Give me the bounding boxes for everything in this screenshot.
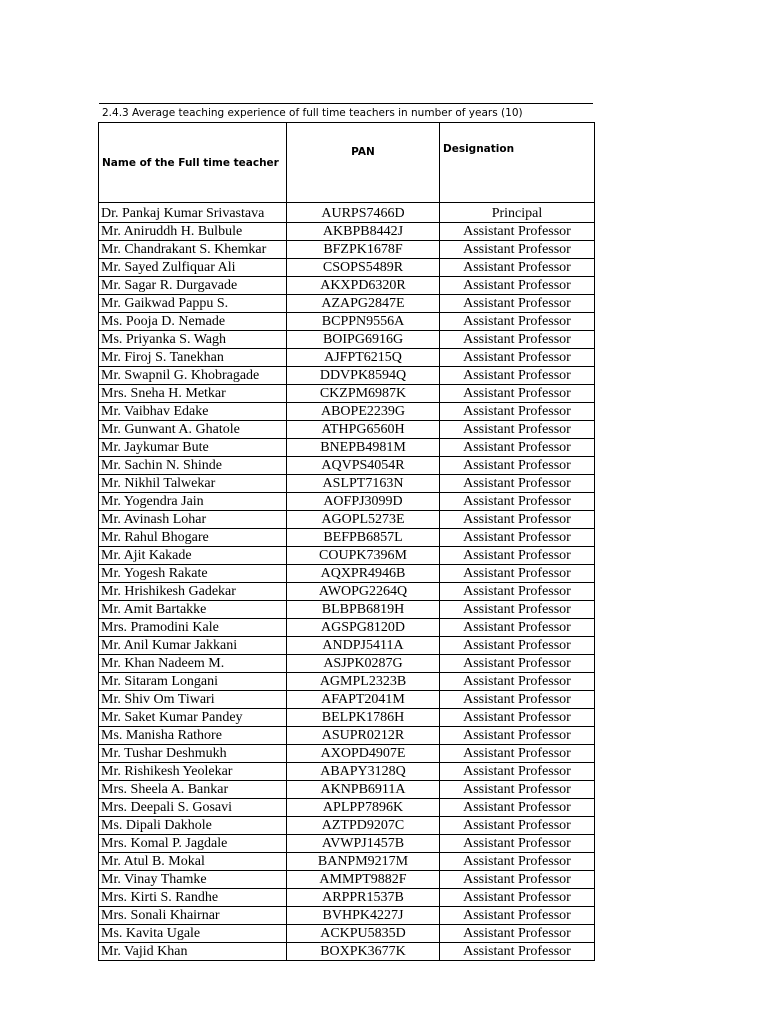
pan-cell: CSOPS5489R [287, 259, 440, 277]
teacher-name-cell: Mr. Amit Bartakke [99, 601, 287, 619]
teacher-name-cell: Mrs. Deepali S. Gosavi [99, 799, 287, 817]
table-row [99, 709, 595, 727]
teacher-name-cell: Mrs. Pramodini Kale [99, 619, 287, 637]
designation-cell: Assistant Professor [440, 529, 595, 547]
table-row [99, 547, 595, 565]
teacher-name-cell: Mr. Chandrakant S. Khemkar [99, 241, 287, 259]
pan-cell: AGMPL2323B [287, 673, 440, 691]
designation-cell: Assistant Professor [440, 943, 595, 961]
pan-cell: ARPPR1537B [287, 889, 440, 907]
table-row [99, 817, 595, 835]
designation-cell: Assistant Professor [440, 817, 595, 835]
table-row [99, 799, 595, 817]
designation-cell: Assistant Professor [440, 745, 595, 763]
teacher-name-cell: Mr. Sachin N. Shinde [99, 457, 287, 475]
teacher-name-cell: Mr. Yogesh Rakate [99, 565, 287, 583]
table-row [99, 313, 595, 331]
pan-cell: AKXPD6320R [287, 277, 440, 295]
teacher-name-cell: Mr. Sitaram Longani [99, 673, 287, 691]
table-row [99, 601, 595, 619]
table-row [99, 439, 595, 457]
designation-cell: Assistant Professor [440, 295, 595, 313]
header-name: Name of the Full time teacher [99, 123, 287, 203]
designation-cell: Assistant Professor [440, 565, 595, 583]
pan-cell: AQXPR4946B [287, 565, 440, 583]
designation-cell: Assistant Professor [440, 439, 595, 457]
pan-cell: ANDPJ5411A [287, 637, 440, 655]
designation-cell: Assistant Professor [440, 349, 595, 367]
designation-cell: Assistant Professor [440, 925, 595, 943]
designation-cell: Assistant Professor [440, 853, 595, 871]
teacher-name-cell: Mrs. Kirti S. Randhe [99, 889, 287, 907]
designation-cell: Assistant Professor [440, 313, 595, 331]
teacher-name-cell: Ms. Pooja D. Nemade [99, 313, 287, 331]
table-row [99, 277, 595, 295]
designation-cell: Assistant Professor [440, 223, 595, 241]
teacher-name-cell: Mr. Anil Kumar Jakkani [99, 637, 287, 655]
designation-cell: Assistant Professor [440, 871, 595, 889]
designation-cell: Assistant Professor [440, 799, 595, 817]
designation-cell: Assistant Professor [440, 727, 595, 745]
pan-cell: APLPP7896K [287, 799, 440, 817]
designation-cell: Assistant Professor [440, 331, 595, 349]
table-row [99, 925, 595, 943]
pan-cell: ASUPR0212R [287, 727, 440, 745]
teacher-name-cell: Mr. Hrishikesh Gadekar [99, 583, 287, 601]
teacher-name-cell: Dr. Pankaj Kumar Srivastava [99, 203, 287, 223]
teacher-name-cell: Mr. Firoj S. Tanekhan [99, 349, 287, 367]
pan-cell: AURPS7466D [287, 203, 440, 223]
teacher-name-cell: Ms. Priyanka S. Wagh [99, 331, 287, 349]
table-row [99, 835, 595, 853]
table-row [99, 619, 595, 637]
table-row [99, 763, 595, 781]
pan-cell: BELPK1786H [287, 709, 440, 727]
table-row [99, 943, 595, 961]
designation-cell: Assistant Professor [440, 277, 595, 295]
pan-cell: AZAPG2847E [287, 295, 440, 313]
table-header [99, 123, 595, 203]
table-row [99, 907, 595, 925]
table-row [99, 529, 595, 547]
teacher-name-cell: Mr. Sagar R. Durgavade [99, 277, 287, 295]
pan-cell: AFAPT2041M [287, 691, 440, 709]
pan-cell: AKBPB8442J [287, 223, 440, 241]
designation-cell: Assistant Professor [440, 493, 595, 511]
designation-cell: Assistant Professor [440, 475, 595, 493]
designation-cell: Assistant Professor [440, 403, 595, 421]
teacher-name-cell: Mr. Vinay Thamke [99, 871, 287, 889]
pan-cell: BNEPB4981M [287, 439, 440, 457]
pan-cell: AMMPT9882F [287, 871, 440, 889]
table-row [99, 475, 595, 493]
section-title: 2.4.3 Average teaching experience of full time teachers in number of years (10) [99, 103, 593, 123]
table-row [99, 691, 595, 709]
teacher-name-cell: Ms. Dipali Dakhole [99, 817, 287, 835]
teacher-name-cell: Mr. Vajid Khan [99, 943, 287, 961]
pan-cell: BFZPK1678F [287, 241, 440, 259]
teacher-name-cell: Mrs. Komal P. Jagdale [99, 835, 287, 853]
pan-cell: AGSPG8120D [287, 619, 440, 637]
designation-cell: Assistant Professor [440, 673, 595, 691]
teacher-name-cell: Mr. Nikhil Talwekar [99, 475, 287, 493]
teacher-table [98, 122, 595, 961]
table-row [99, 295, 595, 313]
table-row [99, 853, 595, 871]
designation-cell: Assistant Professor [440, 547, 595, 565]
designation-cell: Assistant Professor [440, 835, 595, 853]
table-row [99, 565, 595, 583]
pan-cell: BEFPB6857L [287, 529, 440, 547]
teacher-name-cell: Mrs. Sonali Khairnar [99, 907, 287, 925]
pan-cell: AKNPB6911A [287, 781, 440, 799]
header-row [99, 123, 595, 203]
pan-cell: AZTPD9207C [287, 817, 440, 835]
teacher-name-cell: Mr. Avinash Lohar [99, 511, 287, 529]
designation-cell: Assistant Professor [440, 601, 595, 619]
pan-cell: BOXPK3677K [287, 943, 440, 961]
pan-cell: CKZPM6987K [287, 385, 440, 403]
designation-cell: Assistant Professor [440, 889, 595, 907]
table-row [99, 403, 595, 421]
teacher-name-cell: Mr. Swapnil G. Khobragade [99, 367, 287, 385]
designation-cell: Assistant Professor [440, 619, 595, 637]
designation-cell: Assistant Professor [440, 385, 595, 403]
pan-cell: AOFPJ3099D [287, 493, 440, 511]
table-body [99, 203, 595, 961]
teacher-name-cell: Mr. Shiv Om Tiwari [99, 691, 287, 709]
table-row [99, 223, 595, 241]
pan-cell: AWOPG2264Q [287, 583, 440, 601]
table-row [99, 493, 595, 511]
teacher-name-cell: Mr. Aniruddh H. Bulbule [99, 223, 287, 241]
designation-cell: Assistant Professor [440, 241, 595, 259]
teacher-name-cell: Mr. Ajit Kakade [99, 547, 287, 565]
teacher-name-cell: Mr. Gunwant A. Ghatole [99, 421, 287, 439]
designation-cell: Assistant Professor [440, 583, 595, 601]
teacher-name-cell: Mr. Gaikwad Pappu S. [99, 295, 287, 313]
table-row [99, 259, 595, 277]
pan-cell: AJFPT6215Q [287, 349, 440, 367]
pan-cell: ATHPG6560H [287, 421, 440, 439]
teacher-name-cell: Mr. Rahul Bhogare [99, 529, 287, 547]
teacher-name-cell: Ms. Manisha Rathore [99, 727, 287, 745]
designation-cell: Assistant Professor [440, 457, 595, 475]
teacher-name-cell: Ms. Kavita Ugale [99, 925, 287, 943]
table-row [99, 367, 595, 385]
pan-cell: BLBPB6819H [287, 601, 440, 619]
teacher-name-cell: Mr. Saket Kumar Pandey [99, 709, 287, 727]
teacher-name-cell: Mr. Rishikesh Yeolekar [99, 763, 287, 781]
teacher-name-cell: Mr. Tushar Deshmukh [99, 745, 287, 763]
pan-cell: ABAPY3128Q [287, 763, 440, 781]
pan-cell: DDVPK8594Q [287, 367, 440, 385]
table-row [99, 871, 595, 889]
teacher-name-cell: Mr. Khan Nadeem M. [99, 655, 287, 673]
table-row [99, 349, 595, 367]
designation-cell: Assistant Professor [440, 421, 595, 439]
designation-cell: Assistant Professor [440, 709, 595, 727]
table-row [99, 385, 595, 403]
pan-cell: BVHPK4227J [287, 907, 440, 925]
table-row [99, 889, 595, 907]
header-pan: PAN [287, 123, 440, 203]
pan-cell: BANPM9217M [287, 853, 440, 871]
designation-cell: Assistant Professor [440, 655, 595, 673]
table-row [99, 745, 595, 763]
table-row [99, 203, 595, 223]
table-row [99, 457, 595, 475]
pan-cell: AGOPL5273E [287, 511, 440, 529]
pan-cell: ASJPK0287G [287, 655, 440, 673]
table-row [99, 655, 595, 673]
table-row [99, 511, 595, 529]
designation-cell: Assistant Professor [440, 637, 595, 655]
header-designation: Designation [440, 123, 595, 203]
teacher-name-cell: Mrs. Sneha H. Metkar [99, 385, 287, 403]
designation-cell: Principal [440, 203, 595, 223]
designation-cell: Assistant Professor [440, 763, 595, 781]
table-row [99, 331, 595, 349]
table-row [99, 673, 595, 691]
pan-cell: ABOPE2239G [287, 403, 440, 421]
pan-cell: BCPPN9556A [287, 313, 440, 331]
pan-cell: AVWPJ1457B [287, 835, 440, 853]
teacher-name-cell: Mr. Sayed Zulfiquar Ali [99, 259, 287, 277]
pan-cell: ASLPT7163N [287, 475, 440, 493]
pan-cell: ACKPU5835D [287, 925, 440, 943]
table-row [99, 637, 595, 655]
teacher-name-cell: Mrs. Sheela A. Bankar [99, 781, 287, 799]
designation-cell: Assistant Professor [440, 907, 595, 925]
designation-cell: Assistant Professor [440, 367, 595, 385]
table-row [99, 727, 595, 745]
table-row [99, 241, 595, 259]
designation-cell: Assistant Professor [440, 259, 595, 277]
teacher-name-cell: Mr. Jaykumar Bute [99, 439, 287, 457]
pan-cell: BOIPG6916G [287, 331, 440, 349]
pan-cell: AQVPS4054R [287, 457, 440, 475]
pan-cell: COUPK7396M [287, 547, 440, 565]
teacher-name-cell: Mr. Yogendra Jain [99, 493, 287, 511]
designation-cell: Assistant Professor [440, 781, 595, 799]
table-row [99, 421, 595, 439]
designation-cell: Assistant Professor [440, 691, 595, 709]
table-row [99, 583, 595, 601]
pan-cell: AXOPD4907E [287, 745, 440, 763]
designation-cell: Assistant Professor [440, 511, 595, 529]
teacher-name-cell: Mr. Vaibhav Edake [99, 403, 287, 421]
table-row [99, 781, 595, 799]
teacher-name-cell: Mr. Atul B. Mokal [99, 853, 287, 871]
